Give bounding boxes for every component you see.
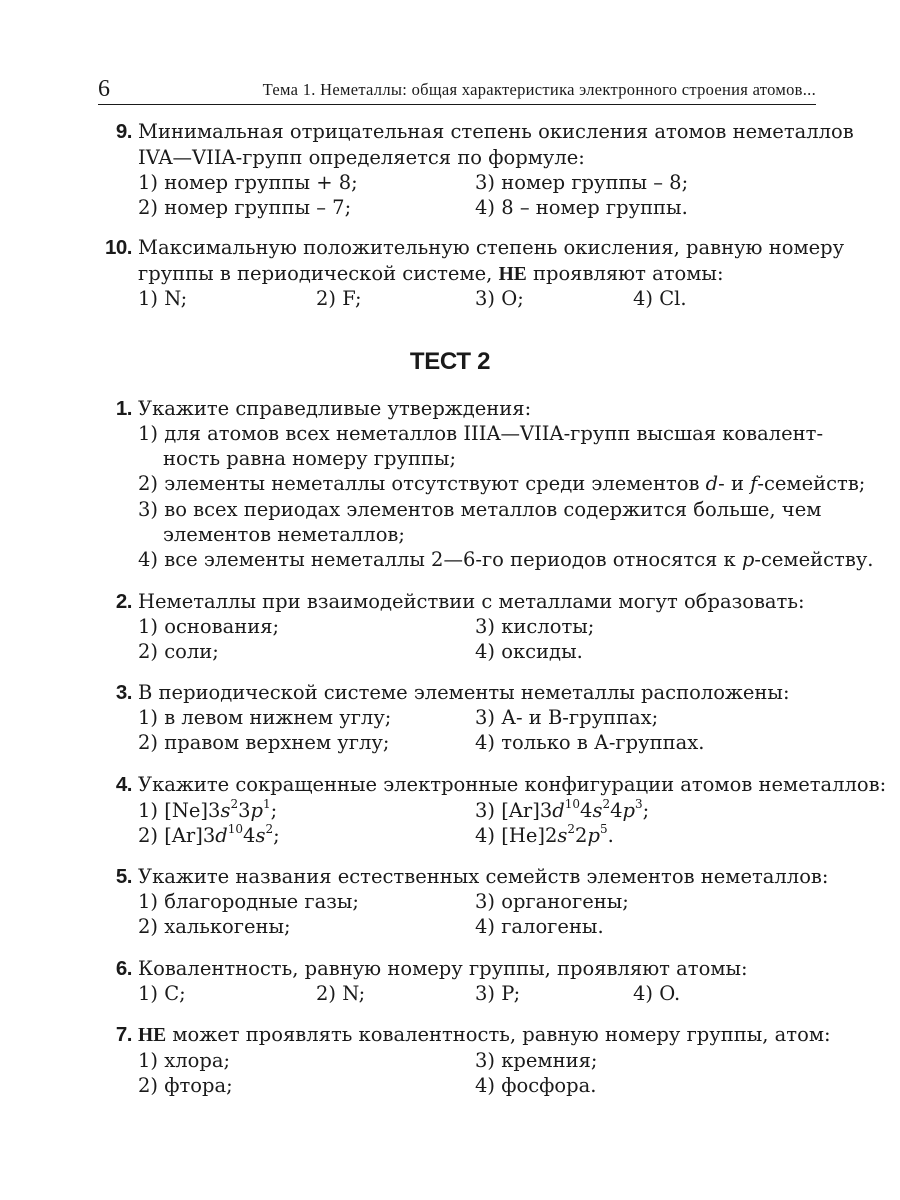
answer-option: 2) $[Ar]3d^{10}4s^2$; xyxy=(138,821,280,847)
question-stem: группы в периодической системе, НЕ проявляют атомы: xyxy=(138,262,724,285)
answer-option: 1) основания; xyxy=(138,615,280,638)
answer-option: элементов неметаллов; xyxy=(163,523,405,546)
answer-option: 1) номер группы + 8; xyxy=(138,171,358,194)
answer-option: 4) Cl. xyxy=(633,287,687,310)
answer-option: 1) C; xyxy=(138,982,186,1005)
question-stem: Неметаллы при взаимодействии с металлами могут образовать: xyxy=(138,590,805,613)
question-number: 4. xyxy=(115,773,132,796)
answer-option: 4) 8 – номер группы. xyxy=(475,196,688,219)
answer-option: 1) в левом нижнем углу; xyxy=(138,706,392,729)
answer-option: 4) все элементы неметаллы 2—6-го периодов относятся к p-семейству. xyxy=(138,548,874,571)
answer-option: 3) во всех периодах элементов металлов содержится больше, чем xyxy=(138,498,822,521)
question-number: 3. xyxy=(115,681,132,704)
question-stem: Максимальную положительную степень окисления, равную номеру xyxy=(138,236,845,259)
question-stem: Минимальная отрицательная степень окисления атомов неметаллов xyxy=(138,120,854,143)
answer-option: 3) А- и В-группах; xyxy=(475,706,659,729)
question-stem: НЕ может проявлять ковалентность, равную номеру группы, атом: xyxy=(138,1023,831,1046)
page-header xyxy=(98,74,816,105)
answer-option: 1) для атомов всех неметаллов IIIA—VIIA-групп высшая ковалент- xyxy=(138,422,824,445)
answer-option: 2) фтора; xyxy=(138,1074,233,1097)
question-stem: Укажите названия естественных семейств элементов неметаллов: xyxy=(138,865,829,888)
question-stem: В периодической системе элементы неметаллы расположены: xyxy=(138,681,790,704)
answer-option: 3) органогены; xyxy=(475,890,629,913)
answer-option: 1) $[Ne]3s^23p^1$; xyxy=(138,796,278,822)
answer-option: 2) правом верхнем углу; xyxy=(138,731,390,754)
question-stem: Ковалентность, равную номеру группы, проявляют атомы: xyxy=(138,957,748,980)
answer-option: 2) N; xyxy=(316,982,366,1005)
answer-option: 3) номер группы – 8; xyxy=(475,171,689,194)
answer-option: 1) хлора; xyxy=(138,1049,231,1072)
question-number: 10. xyxy=(105,236,132,259)
answer-option: ность равна номеру группы; xyxy=(163,447,457,470)
question-stem: Укажите сокращенные электронные конфигурации атомов неметаллов: xyxy=(138,773,887,796)
question-number: 9. xyxy=(115,120,132,143)
answer-option: 4) $[He]2s^22p^5$. xyxy=(475,821,614,847)
section-title: ТЕСТ 2 xyxy=(409,348,491,375)
answer-option: 2) халькогены; xyxy=(138,915,291,938)
question-stem: Укажите справедливые утверждения: xyxy=(138,397,532,420)
answer-option: 4) фосфора. xyxy=(475,1074,597,1097)
page-number: 6 xyxy=(98,76,110,102)
answer-option: 3) O; xyxy=(475,287,524,310)
answer-option: 3) кремния; xyxy=(475,1049,598,1072)
answer-option: 2) F; xyxy=(316,287,362,310)
answer-option: 3) $[Ar]3d^{10}4s^24p^3$; xyxy=(475,796,650,822)
running-title: Тема 1. Неметаллы: общая характеристика электронного строения атомов... xyxy=(262,80,816,99)
answer-option: 4) O. xyxy=(633,982,681,1005)
question-number: 6. xyxy=(115,957,132,980)
answer-option: 3) P; xyxy=(475,982,521,1005)
answer-option: 2) номер группы – 7; xyxy=(138,196,352,219)
answer-option: 2) соли; xyxy=(138,640,219,663)
answer-option: 4) оксиды. xyxy=(475,640,583,663)
question-number: 7. xyxy=(115,1023,132,1046)
answer-option: 1) N; xyxy=(138,287,188,310)
answer-option: 3) кислоты; xyxy=(475,615,595,638)
question-number: 2. xyxy=(115,590,132,613)
answer-option: 2) элементы неметаллы отсутствуют среди элементов d- и f-семейств; xyxy=(138,472,866,495)
answer-option: 1) благородные газы; xyxy=(138,890,359,913)
question-number: 1. xyxy=(115,397,132,420)
question-stem: IVA—VIIA-групп определяется по формуле: xyxy=(138,146,585,169)
answer-option: 4) только в А-группах. xyxy=(475,731,705,754)
answer-option: 4) галогены. xyxy=(475,915,604,938)
question-number: 5. xyxy=(115,865,132,888)
